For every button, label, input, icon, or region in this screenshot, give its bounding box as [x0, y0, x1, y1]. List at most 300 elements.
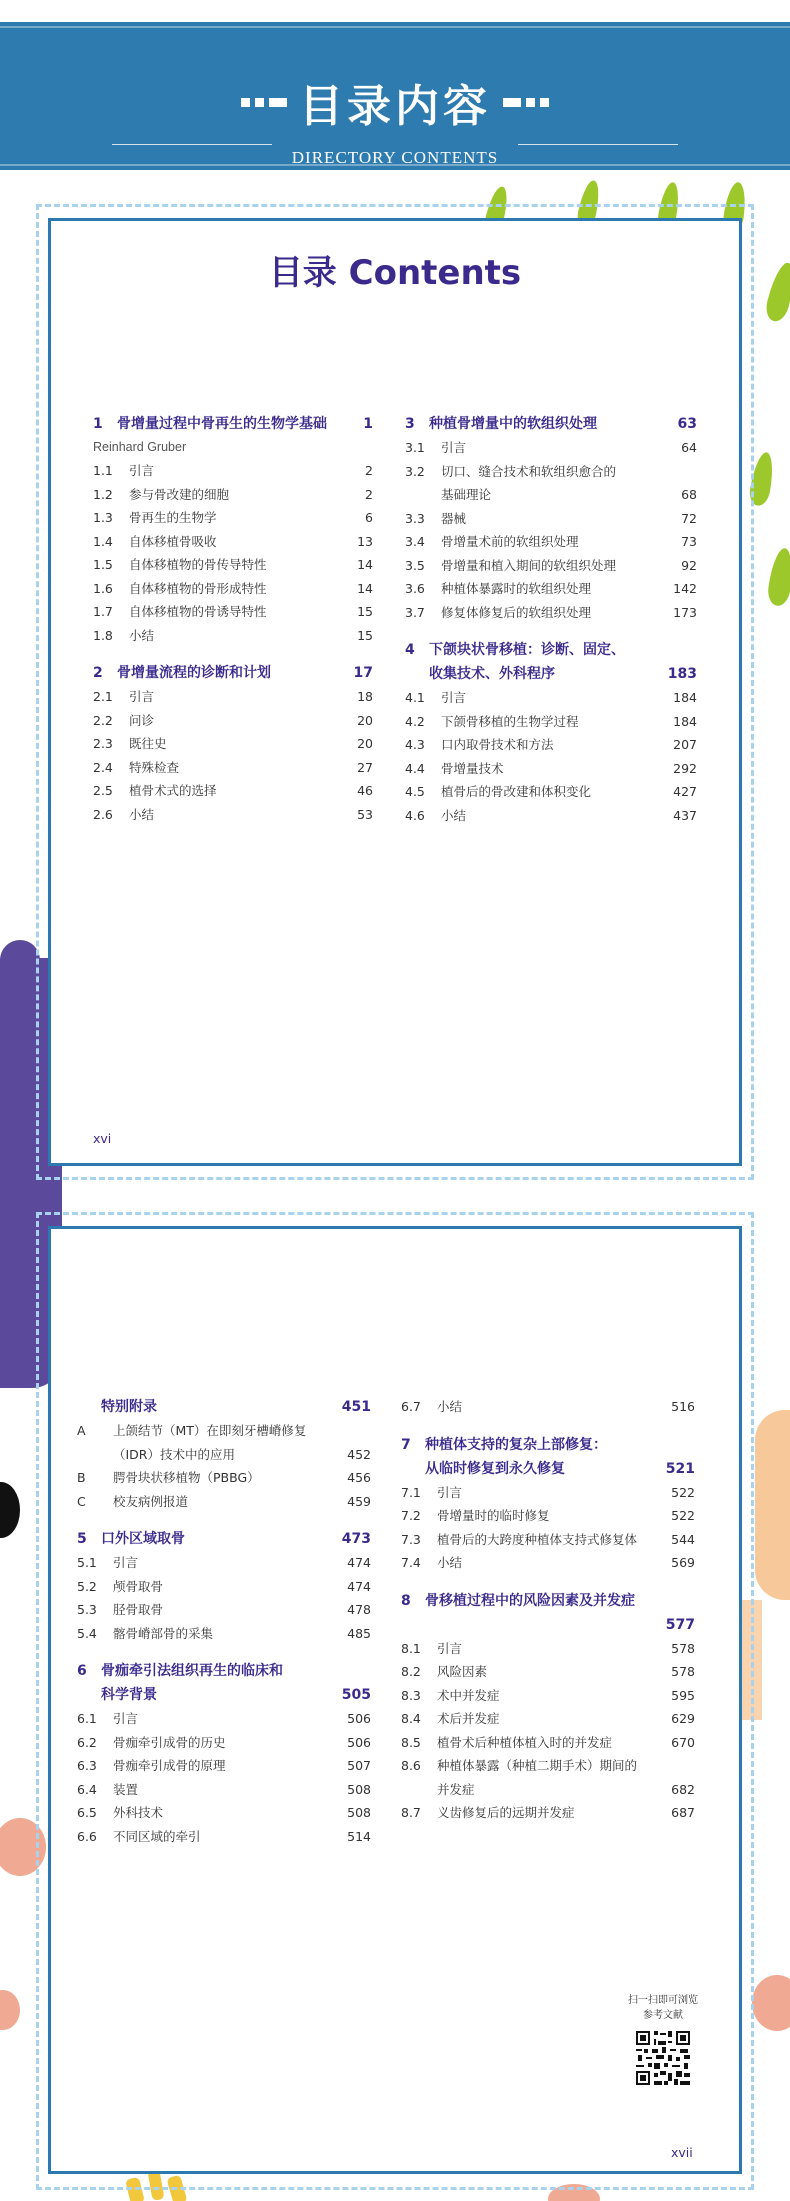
- toc-entry[interactable]: [401, 1637, 695, 1661]
- entry-number: 6.4: [77, 1781, 97, 1797]
- entry-page: 15: [357, 604, 373, 619]
- toc-entry[interactable]: [93, 732, 373, 756]
- entry-number: 1.1: [93, 463, 113, 478]
- toc-entry[interactable]: [401, 1528, 695, 1552]
- entry-page: 578: [671, 1664, 695, 1679]
- entry-title: 义齿修复后的远期并发症: [437, 1805, 575, 1820]
- chapter-heading[interactable]: [401, 1613, 695, 1637]
- entry-number: 1.7: [93, 604, 113, 619]
- toc-entry[interactable]: [405, 601, 697, 625]
- toc-entry[interactable]: [77, 1598, 371, 1622]
- chapter-heading[interactable]: [93, 412, 373, 436]
- entry-number: 4.1: [405, 690, 425, 705]
- toc-entry[interactable]: [77, 1801, 371, 1825]
- entry-page: 521: [665, 1460, 695, 1477]
- entry-number: [77, 1443, 113, 1467]
- entry-page: 478: [347, 1602, 371, 1617]
- entry-page: 682: [671, 1781, 695, 1797]
- qr-caption: 扫一扫即可浏览: [628, 1995, 698, 2006]
- banner-title: 目录内容: [299, 81, 491, 132]
- entry-number: 3.2: [405, 463, 425, 479]
- toc-entry[interactable]: [405, 757, 697, 781]
- toc-entry[interactable]: [93, 506, 373, 530]
- entry-number: 1.2: [93, 486, 113, 502]
- toc-entry[interactable]: [77, 1466, 371, 1490]
- toc-entry[interactable]: [401, 1504, 695, 1528]
- banner-rule-top: [0, 26, 790, 28]
- entry-title: 术后并发症: [437, 1711, 500, 1726]
- banner-rule-left: [112, 144, 272, 145]
- entry-number: 2.3: [93, 736, 113, 751]
- entry-number: 1.4: [93, 533, 113, 549]
- entry-number: 3.3: [405, 510, 425, 526]
- entry-page: 2: [365, 486, 373, 502]
- toc-entry[interactable]: [405, 530, 697, 554]
- entry-title: 引言: [113, 1711, 139, 1726]
- entry-number: [405, 483, 441, 507]
- toc-entry[interactable]: [93, 577, 373, 601]
- chapter-heading[interactable]: [405, 412, 697, 436]
- entry-number: 2: [93, 665, 103, 681]
- peach-dot-decoration: [0, 1990, 20, 2030]
- banner-dots-right: [503, 98, 549, 107]
- toc-entry[interactable]: [93, 483, 373, 507]
- entry-title: 腭骨块状移植物（PBBG）: [113, 1470, 260, 1485]
- entry-number: 3.7: [405, 604, 425, 620]
- toc-column-left: [93, 412, 373, 826]
- entry-title: 口外区域取骨: [101, 1531, 185, 1547]
- entry-page: 20: [357, 736, 373, 751]
- entry-number: 8: [401, 1592, 411, 1609]
- entry-title: 修复体修复后的软组织处理: [441, 604, 592, 620]
- entry-number: 8.3: [401, 1687, 421, 1703]
- chapter-heading[interactable]: [77, 1683, 371, 1707]
- entry-number: 7.3: [401, 1531, 421, 1547]
- entry-page: 459: [347, 1493, 371, 1509]
- entry-number: [405, 662, 429, 686]
- entry-number: 6.2: [77, 1734, 97, 1750]
- toc-entry[interactable]: [93, 553, 373, 577]
- toc-entry[interactable]: [77, 1707, 371, 1731]
- entry-page: 508: [347, 1805, 371, 1820]
- entry-number: 8.1: [401, 1640, 421, 1656]
- entry-page: 506: [347, 1734, 371, 1750]
- entry-page: 2: [365, 463, 373, 478]
- entry-page: 427: [673, 784, 697, 799]
- toc-entry[interactable]: [77, 1443, 371, 1467]
- entry-number: 7.2: [401, 1508, 421, 1523]
- banner-title-row: [0, 74, 790, 130]
- toc-entry[interactable]: [93, 756, 373, 780]
- toc-column-right: [405, 412, 697, 827]
- green-leaf-decoration: [766, 547, 790, 607]
- entry-title: 骨增量时的临时修复: [437, 1508, 550, 1523]
- entry-title: 骨痂牵引法组织再生的临床和: [101, 1663, 283, 1679]
- entry-page: 508: [347, 1781, 371, 1797]
- toc-entry[interactable]: [401, 1660, 695, 1684]
- entry-title: 小结: [129, 806, 155, 822]
- entry-title: 植骨术式的选择: [129, 783, 217, 798]
- entry-number: A: [77, 1423, 86, 1438]
- entry-number: 2.5: [93, 783, 113, 798]
- entry-number: [77, 1683, 101, 1707]
- header-banner: [0, 22, 790, 170]
- entry-number: [77, 1395, 101, 1419]
- section-spacer: [77, 1645, 371, 1659]
- toc-page-2: [48, 1226, 742, 2174]
- entry-number: 2.2: [93, 712, 113, 728]
- entry-page: 18: [357, 689, 373, 704]
- section-spacer: [77, 1513, 371, 1527]
- entry-number: 7.1: [401, 1484, 421, 1500]
- entry-title: 骨痂牵引成骨的历史: [113, 1734, 226, 1750]
- banner-subtitle: DIRECTORY CONTENTS: [291, 148, 499, 167]
- entry-number: 6.5: [77, 1805, 97, 1820]
- entry-number: 3.6: [405, 581, 425, 596]
- entry-title: 校友病例报道: [113, 1493, 189, 1509]
- entry-page: 184: [673, 713, 697, 729]
- entry-title: 植骨术后种植体植入时的并发症: [437, 1734, 613, 1750]
- toc-entry[interactable]: [401, 1481, 695, 1505]
- entry-page: 452: [347, 1446, 371, 1462]
- entry-number: 3.1: [405, 440, 425, 455]
- toc-entry[interactable]: [405, 483, 697, 507]
- toc-column-right: [401, 1395, 695, 1825]
- entry-number: 2.4: [93, 759, 113, 775]
- entry-title: 小结: [437, 1399, 463, 1414]
- entry-page: 14: [357, 580, 373, 596]
- entry-title: 并发症: [437, 1781, 475, 1797]
- entry-page: 522: [671, 1484, 695, 1500]
- entry-number: 8.4: [401, 1711, 421, 1726]
- entry-title: 问诊: [129, 712, 155, 728]
- entry-page: 516: [671, 1399, 695, 1414]
- entry-page: 292: [673, 760, 697, 776]
- entry-number: 1.8: [93, 627, 113, 643]
- entry-page: 183: [667, 666, 697, 682]
- toc-page-1: [48, 218, 742, 1166]
- entry-page: 64: [681, 440, 697, 455]
- toc-entry[interactable]: [77, 1419, 371, 1443]
- entry-title: 小结: [441, 807, 467, 823]
- chapter-heading[interactable]: [401, 1457, 695, 1481]
- toc-entry[interactable]: [93, 459, 373, 483]
- entry-title: 特别附录: [101, 1399, 157, 1415]
- entry-number: 7: [401, 1436, 411, 1453]
- toc-entry[interactable]: [405, 710, 697, 734]
- entry-page: 207: [673, 737, 697, 752]
- entry-page: 670: [671, 1734, 695, 1750]
- entry-page: 595: [671, 1687, 695, 1703]
- toc-entry[interactable]: [401, 1731, 695, 1755]
- entry-title: 骨移植过程中的风险因素及并发症: [425, 1592, 635, 1609]
- entry-title: 种植体暴露（种植二期手术）期间的: [437, 1758, 638, 1773]
- entry-page: 474: [347, 1555, 371, 1570]
- entry-page: 14: [357, 557, 373, 572]
- toc-entry[interactable]: [93, 803, 373, 827]
- toc-entry[interactable]: [77, 1731, 371, 1755]
- entry-title: 自体移植物的骨传导特性: [129, 557, 267, 572]
- entry-title: 基础理论: [441, 487, 492, 502]
- toc-entry[interactable]: [405, 460, 697, 484]
- entry-page: 184: [673, 690, 697, 705]
- entry-page: 72: [681, 510, 697, 526]
- entry-title: 既往史: [129, 736, 167, 751]
- entry-title: 收集技术、外科程序: [429, 666, 555, 682]
- toc-entry[interactable]: [405, 507, 697, 531]
- entry-title: 从临时修复到永久修复: [425, 1460, 565, 1477]
- entry-title: 小结: [437, 1555, 463, 1570]
- entry-page: 15: [357, 627, 373, 643]
- entry-page: 73: [681, 534, 697, 549]
- toc-entry[interactable]: [405, 554, 697, 578]
- entry-page: 629: [671, 1711, 695, 1726]
- entry-page: 505: [341, 1687, 371, 1703]
- toc-column-left: [77, 1395, 371, 1848]
- chapter-heading[interactable]: [77, 1659, 371, 1683]
- entry-title: 特殊检查: [129, 759, 180, 775]
- qr-code-icon[interactable]: [634, 2029, 692, 2087]
- entry-page: 578: [671, 1640, 695, 1656]
- entry-page: 173: [673, 604, 697, 620]
- section-spacer: [405, 624, 697, 638]
- entry-number: 6.7: [401, 1399, 421, 1414]
- entry-number: 3.5: [405, 557, 425, 573]
- toc-entry[interactable]: [401, 1684, 695, 1708]
- entry-title: 引言: [437, 1484, 463, 1500]
- banner-rule-bottom: [0, 164, 790, 166]
- entry-title: 下颌骨移植的生物学过程: [441, 713, 579, 729]
- toc-entry[interactable]: [405, 804, 697, 828]
- entry-page: 17: [353, 665, 373, 681]
- entry-page: 485: [347, 1625, 371, 1641]
- page-number: xvi: [93, 1131, 112, 1146]
- entry-title: 引言: [113, 1555, 139, 1570]
- entry-number: 6.6: [77, 1828, 97, 1844]
- entry-title: 口内取骨技术和方法: [441, 737, 554, 752]
- entry-page: 53: [357, 806, 373, 822]
- entry-title: 骨再生的生物学: [129, 510, 217, 525]
- toc-entry[interactable]: [405, 686, 697, 710]
- chapter-heading[interactable]: [401, 1589, 695, 1613]
- entry-title: 不同区域的牵引: [113, 1828, 201, 1844]
- entry-title: 风险因素: [437, 1664, 488, 1679]
- entry-title: 下颌块状骨移植：诊断、固定、: [429, 642, 625, 658]
- peach-dot-decoration: [752, 1975, 790, 2031]
- entry-number: 4.6: [405, 807, 425, 823]
- entry-page: 13: [357, 533, 373, 549]
- entry-number: 5.1: [77, 1555, 97, 1570]
- entry-number: 4.2: [405, 713, 425, 729]
- toc-entry[interactable]: [401, 1754, 695, 1778]
- entry-number: 8.5: [401, 1734, 421, 1750]
- entry-page: 577: [665, 1616, 695, 1633]
- entry-number: 3.4: [405, 534, 425, 549]
- entry-title: 引言: [129, 463, 155, 478]
- page-title: 目录 Contents: [268, 253, 522, 293]
- entry-page: 544: [671, 1531, 695, 1547]
- entry-title: 引言: [441, 440, 467, 455]
- chapter-heading[interactable]: [77, 1527, 371, 1551]
- entry-title: 引言: [437, 1640, 463, 1656]
- entry-title: 引言: [129, 689, 155, 704]
- entry-page: 569: [671, 1555, 695, 1570]
- entry-title: 参与骨改建的细胞: [129, 486, 230, 502]
- toc-entry[interactable]: [93, 624, 373, 648]
- entry-number: 5.2: [77, 1578, 97, 1594]
- entry-number: 1.5: [93, 557, 113, 572]
- toc-entry[interactable]: [77, 1778, 371, 1802]
- entry-title: 自体移植物的骨形成特性: [129, 580, 267, 596]
- toc-entry[interactable]: [77, 1622, 371, 1646]
- entry-page: 451: [341, 1399, 371, 1415]
- entry-number: 6: [77, 1663, 87, 1679]
- toc-entry[interactable]: [93, 709, 373, 733]
- entry-number: 4: [405, 642, 415, 658]
- toc-entry[interactable]: [93, 685, 373, 709]
- entry-title: 引言: [441, 690, 467, 705]
- entry-number: 1.6: [93, 580, 113, 596]
- entry-number: 2.6: [93, 806, 113, 822]
- black-paint-decoration: [0, 1482, 20, 1538]
- toc-entry[interactable]: [405, 780, 697, 804]
- entry-page: 514: [347, 1828, 371, 1844]
- toc-entry[interactable]: [401, 1551, 695, 1575]
- toc-entry[interactable]: [93, 779, 373, 803]
- entry-number: 5.4: [77, 1625, 97, 1641]
- entry-page: 687: [671, 1805, 695, 1820]
- purple-paint-decoration: [0, 940, 40, 980]
- section-spacer: [93, 647, 373, 661]
- entry-page: 437: [673, 807, 697, 823]
- entry-title: 骨痂牵引成骨的原理: [113, 1758, 226, 1773]
- chapter-heading[interactable]: [405, 638, 697, 662]
- entry-page: 27: [357, 759, 373, 775]
- entry-title: 胫骨取骨: [113, 1602, 164, 1617]
- entry-page: 522: [671, 1508, 695, 1523]
- entry-title: 装置: [113, 1781, 139, 1797]
- chapter-heading[interactable]: [401, 1433, 695, 1457]
- entry-title: 小结: [129, 627, 155, 643]
- entry-title: （IDR）技术中的应用: [113, 1446, 235, 1462]
- entry-title: 种植体支持的复杂上部修复：: [425, 1436, 607, 1453]
- entry-title: 髂骨嵴部骨的采集: [113, 1625, 214, 1641]
- entry-title: 植骨后的大跨度种植体支持式修复体: [437, 1531, 638, 1547]
- entry-title: 自体移植物的骨诱导特性: [129, 604, 267, 619]
- toc-entry[interactable]: [401, 1778, 695, 1802]
- entry-page: 473: [341, 1531, 371, 1547]
- entry-title: 种植体暴露时的软组织处理: [441, 581, 592, 596]
- entry-number: 5.3: [77, 1602, 97, 1617]
- toc-entry[interactable]: [405, 577, 697, 601]
- entry-page: 507: [347, 1758, 371, 1773]
- page-number: xvii: [671, 2145, 693, 2160]
- entry-number: 8.7: [401, 1805, 421, 1820]
- entry-title: 种植骨增量中的软组织处理: [429, 416, 597, 432]
- entry-page: 46: [357, 783, 373, 798]
- entry-title: 自体移植骨吸收: [129, 533, 217, 549]
- entry-title: 上颌结节（MT）在即刻牙槽嵴修复: [113, 1423, 307, 1438]
- entry-title: 器械: [441, 510, 467, 526]
- entry-number: 4.3: [405, 737, 425, 752]
- toc-entry[interactable]: [77, 1575, 371, 1599]
- section-spacer: [401, 1575, 695, 1589]
- entry-title: 骨增量流程的诊断和计划: [117, 665, 271, 681]
- entry-number: 8.6: [401, 1758, 421, 1773]
- entry-number: 3: [405, 416, 415, 432]
- chapter-heading[interactable]: [77, 1395, 371, 1419]
- entry-title: 骨增量技术: [441, 760, 504, 776]
- chapter-heading[interactable]: [405, 662, 697, 686]
- entry-number: 7.4: [401, 1555, 421, 1570]
- section-spacer: [401, 1419, 695, 1433]
- chapter-heading[interactable]: [93, 661, 373, 685]
- entry-title: 骨增量过程中骨再生的生物学基础: [117, 416, 327, 432]
- toc-entry[interactable]: [77, 1754, 371, 1778]
- toc-entry[interactable]: [93, 530, 373, 554]
- entry-page: 68: [681, 487, 697, 502]
- toc-entry[interactable]: [93, 600, 373, 624]
- entry-page: 474: [347, 1578, 371, 1594]
- entry-page: 6: [365, 510, 373, 525]
- orange-paint-decoration: [755, 1410, 790, 1600]
- entry-title: 术中并发症: [437, 1687, 500, 1703]
- green-leaf-decoration: [763, 260, 790, 324]
- entry-page: 92: [681, 557, 697, 573]
- entry-number: [401, 1457, 425, 1481]
- toc-entry[interactable]: [401, 1801, 695, 1825]
- entry-page: 506: [347, 1711, 371, 1726]
- banner-dots-left: [241, 98, 287, 107]
- entry-number: 1.3: [93, 510, 113, 525]
- entry-page: 63: [677, 416, 697, 432]
- chapter-author: Reinhard Gruber: [93, 440, 187, 454]
- entry-number: 5: [77, 1531, 87, 1547]
- entry-number: 4.4: [405, 760, 425, 776]
- entry-title: 科学背景: [101, 1687, 157, 1703]
- entry-title: 植骨后的骨改建和体积变化: [441, 784, 592, 799]
- entry-number: [401, 1613, 425, 1637]
- entry-title: 切口、缝合技术和软组织愈合的: [441, 463, 617, 479]
- toc-entry[interactable]: [77, 1551, 371, 1575]
- toc-entry[interactable]: [401, 1707, 695, 1731]
- banner-rule-right: [518, 144, 678, 145]
- entry-number: 8.2: [401, 1664, 421, 1679]
- toc-entry[interactable]: [405, 436, 697, 460]
- entry-page: 1: [363, 416, 373, 432]
- entry-title: 骨增量术前的软组织处理: [441, 534, 579, 549]
- toc-entry[interactable]: [405, 733, 697, 757]
- entry-page: 20: [357, 712, 373, 728]
- toc-entry[interactable]: [77, 1490, 371, 1514]
- entry-number: 1: [93, 416, 103, 432]
- entry-number: B: [77, 1470, 86, 1485]
- entry-number: 2.1: [93, 689, 113, 704]
- qr-code-block: [613, 1993, 713, 2087]
- toc-entry[interactable]: [77, 1825, 371, 1849]
- entry-number: 6.3: [77, 1758, 97, 1773]
- entry-title: 骨增量和植入期间的软组织处理: [441, 557, 617, 573]
- qr-caption: 参考文献: [643, 2010, 683, 2021]
- entry-number: [401, 1778, 437, 1802]
- entry-number: 6.1: [77, 1711, 97, 1726]
- entry-title: 外科技术: [113, 1805, 164, 1820]
- entry-title: [425, 1613, 666, 1637]
- toc-entry[interactable]: [401, 1395, 695, 1419]
- entry-page: 456: [347, 1470, 371, 1485]
- entry-number: 4.5: [405, 784, 425, 799]
- entry-page: 142: [673, 581, 697, 596]
